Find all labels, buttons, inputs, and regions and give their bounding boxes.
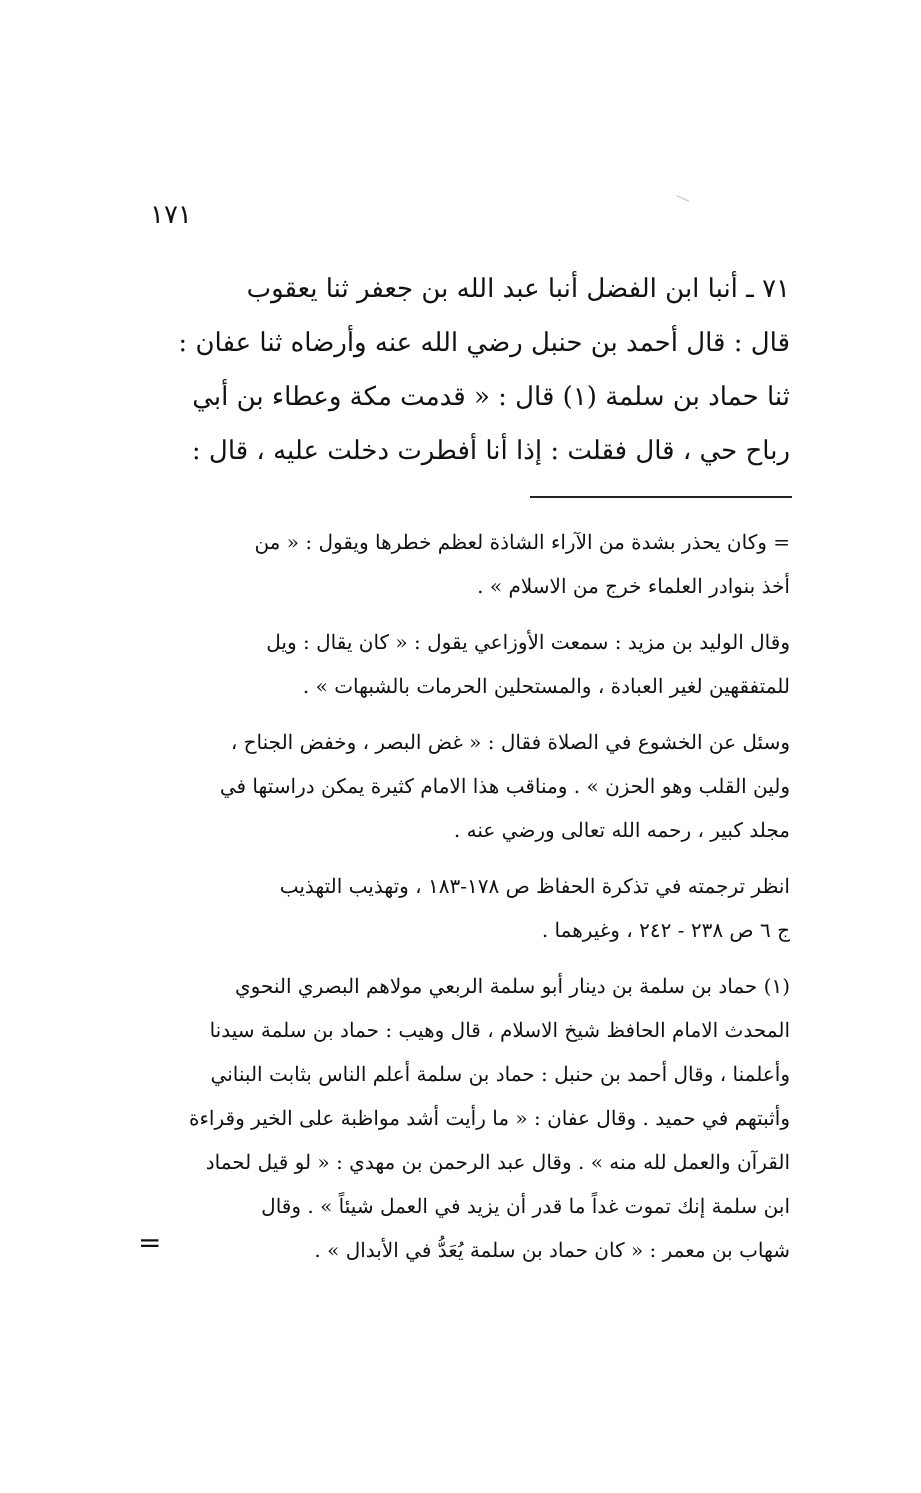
footnote-divider bbox=[530, 496, 792, 498]
footnote-line: أخذ بنوادر العلماء خرج من الاسلام » . bbox=[477, 574, 790, 598]
footnote-line: انظر ترجمته في تذكرة الحفاظ ص ١٧٨-١٨٣ ، وتهذيب التهذيب bbox=[279, 874, 790, 898]
footnote-paragraph bbox=[138, 620, 790, 708]
footnote-1 bbox=[138, 964, 790, 1272]
footnote-line: المحدث الامام الحافظ شيخ الاسلام ، قال وهيب : حماد بن سلمة سيدنا bbox=[209, 1018, 790, 1042]
footnotes bbox=[138, 520, 790, 1284]
footnote-line: وأثبتهم في حميد . وقال عفان : « ما رأيت أشد مواظبة على الخير وقراءة bbox=[189, 1106, 790, 1130]
footnote-line: وسئل عن الخشوع في الصلاة فقال : « غض البصر ، وخفض الجناح ، bbox=[230, 730, 790, 754]
footnote-line: مجلد كبير ، رحمه الله تعالى ورضي عنه . bbox=[453, 818, 790, 842]
footnote-line: ج ٦ ص ٢٣٨ - ٢٤٢ ، وغيرهما . bbox=[541, 918, 790, 942]
footnote-line: ابن سلمة إنك تموت غداً ما قدر أن يزيد في العمل شيئاً » . وقال bbox=[261, 1194, 790, 1218]
footnote-line: وقال الوليد بن مزيد : سمعت الأوزاعي يقول : « كان يقال : ويل bbox=[266, 630, 790, 654]
footnote-reference bbox=[138, 864, 790, 952]
footnote-line: (١) حماد بن سلمة بن دينار أبو سلمة الربعي مولاهم البصري النحوي bbox=[234, 974, 790, 998]
scan-mark bbox=[676, 195, 689, 202]
footnote-line: = وكان يحذر بشدة من الآراء الشاذة لعظم خطرها ويقول : « من bbox=[254, 530, 790, 554]
footnote-line: القرآن والعمل لله منه » . وقال عبد الرحمن بن مهدي : « لو قيل لحماد bbox=[205, 1150, 790, 1174]
footnote-line: وأعلمنا ، وقال أحمد بن حنبل : حماد بن سلمة أعلم الناس بثابت البناني bbox=[210, 1062, 790, 1086]
continuation-mark: = bbox=[138, 1226, 162, 1259]
main-text bbox=[150, 262, 790, 478]
main-line: ثنا حماد بن سلمة (١) قال : « قدمت مكة وعطاء بن أبي bbox=[192, 382, 790, 412]
footnote-line: شهاب بن معمر : « كان حماد بن سلمة يُعَدُّ في الأبدال » . bbox=[314, 1238, 790, 1262]
footnote-line: للمتفقهين لغير العبادة ، والمستحلين الحرمات بالشبهات » . bbox=[302, 674, 790, 698]
page-number: ١٧١ bbox=[150, 200, 192, 230]
main-line: قال : قال أحمد بن حنبل رضي الله عنه وأرضاه ثنا عفان : bbox=[178, 328, 790, 358]
footnote-line: ولين القلب وهو الحزن » . ومناقب هذا الامام كثيرة يمكن دراستها في bbox=[219, 774, 790, 798]
main-line: رباح حي ، قال فقلت : إذا أنا أفطرت دخلت عليه ، قال : bbox=[191, 436, 790, 466]
main-line: ٧١ ـ أنبا ابن الفضل أنبا عبد الله بن جعفر ثنا يعقوب bbox=[246, 274, 790, 304]
footnote-paragraph bbox=[138, 720, 790, 852]
footnote-continuation bbox=[138, 520, 790, 608]
